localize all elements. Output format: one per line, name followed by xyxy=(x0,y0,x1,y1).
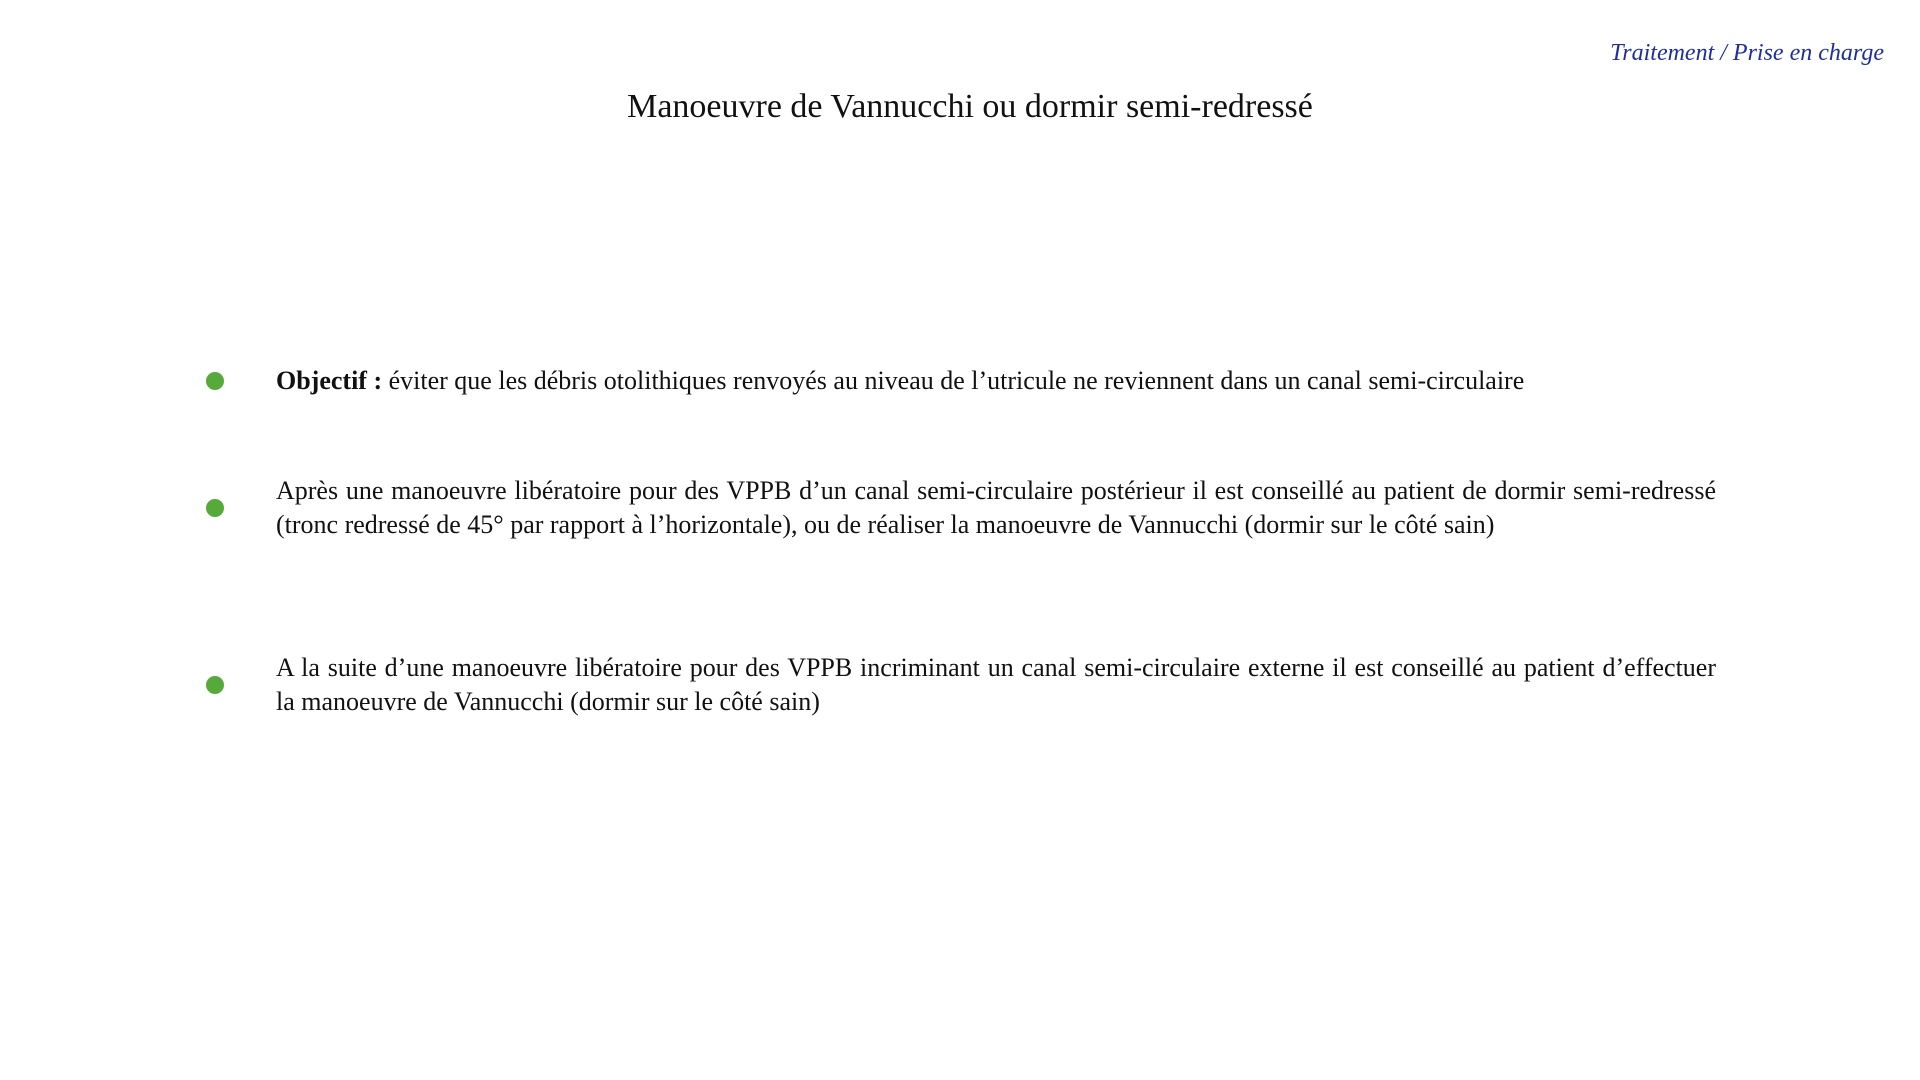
bullet-external-canal xyxy=(206,651,1716,719)
bullet-dot-icon xyxy=(206,499,224,517)
bullet-dot-icon xyxy=(206,372,224,390)
slide-title: Manoeuvre de Vannucchi ou dormir semi-redressé xyxy=(627,88,1313,125)
bullet-dot-icon xyxy=(206,676,224,694)
bullet-label: Objectif : xyxy=(276,366,383,395)
breadcrumb[interactable]: Traitement / Prise en charge xyxy=(1610,40,1884,66)
bullet-text: A la suite d’une manoeuvre libératoire pour des VPPB incriminant un canal semi-circulaire externe il est conseillé au patient d’effectuer la manoeuvre de Vannucchi (dormir sur le côté sain) xyxy=(276,653,1716,716)
bullet-objectif xyxy=(206,364,1716,398)
bullet-posterior-canal xyxy=(206,474,1716,542)
bullet-text xyxy=(276,364,1716,398)
bullet-text: Après une manoeuvre libératoire pour des VPPB d’un canal semi-circulaire postérieur il est conseillé au patient de dormir semi-redressé (tronc redressé de 45° par rapport à l’horizontale), ou de réaliser la manoeuvre de Vannucchi (dormir sur le côté sain) xyxy=(276,476,1716,539)
bullet-body: éviter que les débris otolithiques renvoyés au niveau de l’utricule ne reviennent dans un canal semi-circulaire xyxy=(382,366,1525,395)
